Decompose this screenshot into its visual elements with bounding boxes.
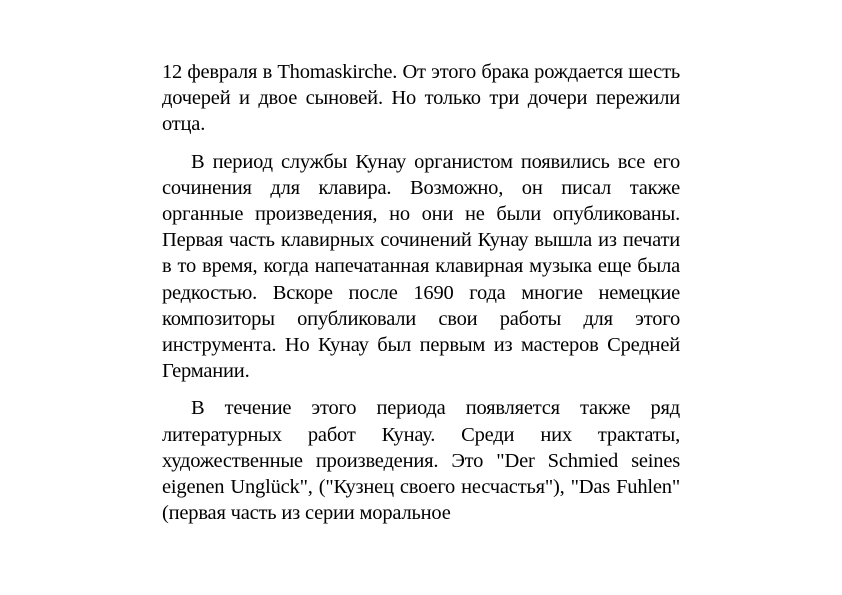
body-text — [162, 59, 680, 526]
paragraph-2: В период службы Кунау органистом появились все его сочинения для клавира. Возможно, он писал также органные произведения, но они не были опубликованы. Первая часть клавирных сочинений Кунау вышла из печати в то время, когда напечатанная клавирная музыка еще была редкостью. Вскоре после 1690 года многие немецкие композиторы опубликовали свои работы для этого инструмента. Но Кунау был первым из мастеров Средней Германии. — [162, 150, 680, 383]
paragraph-1: 12 февраля в Thomaskirche. От этого брака рождается шесть дочерей и двое сыновей. Но только три дочери пережили отца. — [162, 61, 680, 136]
paragraph-3: В течение этого периода появляется также ряд литературных работ Кунау. Среди них трактаты, художественные произведения. Это "Der Schmied seines eigenen Unglück", ("Кузнец своего несчастья"), "Das Fuhlen" (первая часть из серии моральное — [162, 397, 680, 525]
